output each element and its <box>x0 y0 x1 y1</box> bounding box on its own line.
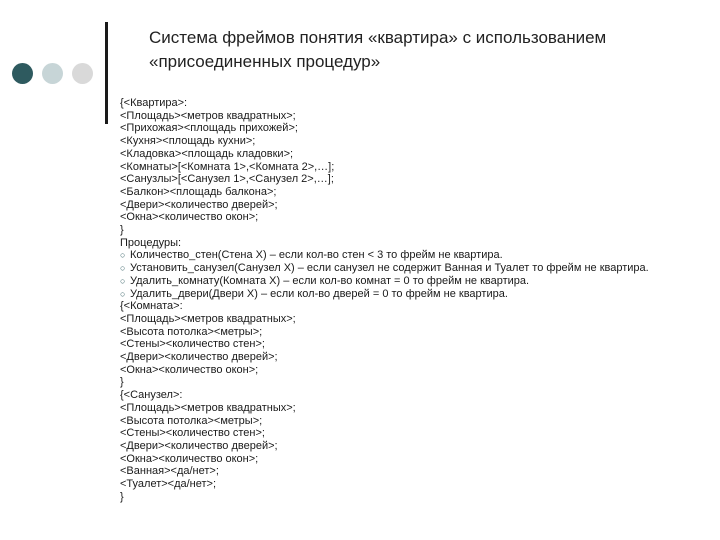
slide-title-line-1: Система фреймов понятия «квартира» с использованием <box>149 28 607 47</box>
line-text: <Окна><количество окон>; <box>120 211 259 224</box>
line-text: Удалить_двери(Двери X) – если кол-во дверей = 0 то фрейм не квартира. <box>130 287 508 300</box>
frame-line <box>120 148 695 161</box>
line-text: <Санузлы>[<Санузел 1>,<Санузел 2>,…]; <box>120 173 334 186</box>
frame-line <box>120 478 695 491</box>
line-text: <Площадь><метров квадратных>; <box>120 312 296 325</box>
frame-line <box>120 135 695 148</box>
frame-line <box>120 122 695 135</box>
line-text: {<Комната>: <box>120 300 183 313</box>
line-text: <Площадь><метров квадратных>; <box>120 109 296 122</box>
slide-body <box>120 97 695 504</box>
line-text: <Двери><количество дверей>; <box>120 351 278 364</box>
line-text: <Балкон><площадь балкона>; <box>120 185 277 198</box>
procedure-item <box>120 262 695 275</box>
line-text: <Прихожая><площадь прихожей>; <box>120 122 298 135</box>
frame-line <box>120 389 695 402</box>
frame-line <box>120 237 695 250</box>
line-text: <Двери><количество дверей>; <box>120 198 278 211</box>
circle-bullet-icon: ○ <box>120 288 126 299</box>
line-text: <Окна><количество окон>; <box>120 363 259 376</box>
line-text: <Туалет><да/нет>; <box>120 478 217 491</box>
frame-line <box>120 338 695 351</box>
line-text: {<Квартира>: <box>120 97 188 109</box>
frame-line <box>120 326 695 339</box>
procedure-item <box>120 288 695 301</box>
line-text: <Двери><количество дверей>; <box>120 439 278 452</box>
decor-dot-light <box>42 63 63 84</box>
title-divider-bar <box>105 22 108 124</box>
slide-title-line-2: «присоединенных процедур» <box>149 52 381 71</box>
frame-line <box>120 300 695 313</box>
frame-line <box>120 199 695 212</box>
frame-line <box>120 440 695 453</box>
line-text: <Высота потолка><метры>; <box>120 414 263 427</box>
frame-line <box>120 453 695 466</box>
slide-title <box>149 26 689 74</box>
circle-bullet-icon: ○ <box>120 275 126 286</box>
frame-line <box>120 97 695 110</box>
line-text: } <box>120 376 124 389</box>
line-text: <Стены><количество стен>; <box>120 338 265 351</box>
decor-dot-dark <box>12 63 33 84</box>
circle-bullet-icon: ○ <box>120 263 126 274</box>
procedure-item <box>120 249 695 262</box>
line-text: } <box>120 490 124 503</box>
procedure-item <box>120 275 695 288</box>
frame-line <box>120 173 695 186</box>
line-text: Установить_санузел(Санузел X) – если санузел не содержит Ванная и Туалет то фрейм не квартира. <box>130 262 649 275</box>
decor-dot-gray <box>72 63 93 84</box>
frame-line <box>120 110 695 123</box>
line-text: <Высота потолка><метры>; <box>120 325 263 338</box>
line-text: <Комнаты>[<Комната 1>,<Комната 2>,…]; <box>120 160 335 173</box>
frame-line <box>120 491 695 504</box>
frame-line <box>120 415 695 428</box>
line-text: } <box>120 224 124 237</box>
line-text: <Кладовка><площадь кладовки>; <box>120 147 294 160</box>
frame-line <box>120 161 695 174</box>
frame-line <box>120 376 695 389</box>
frame-line <box>120 211 695 224</box>
frame-line <box>120 402 695 415</box>
frame-line <box>120 364 695 377</box>
frame-line <box>120 186 695 199</box>
frame-line <box>120 465 695 478</box>
line-text: Количество_стен(Стена X) – если кол-во стен < 3 то фрейм не квартира. <box>130 249 503 262</box>
line-text: <Ванная><да/нет>; <box>120 465 219 478</box>
line-text: <Кухня><площадь кухни>; <box>120 135 256 148</box>
circle-bullet-icon: ○ <box>120 250 126 261</box>
line-text: <Площадь><метров квадратных>; <box>120 401 296 414</box>
frame-line <box>120 351 695 364</box>
line-text: <Стены><количество стен>; <box>120 427 265 440</box>
line-text: Процедуры: <box>120 236 182 249</box>
line-text: Удалить_комнату(Комната X) – если кол-во комнат = 0 то фрейм не квартира. <box>130 274 530 287</box>
frame-line <box>120 427 695 440</box>
line-text: {<Санузел>: <box>120 389 183 402</box>
frame-line <box>120 313 695 326</box>
frame-line <box>120 224 695 237</box>
line-text: <Окна><количество окон>; <box>120 452 259 465</box>
